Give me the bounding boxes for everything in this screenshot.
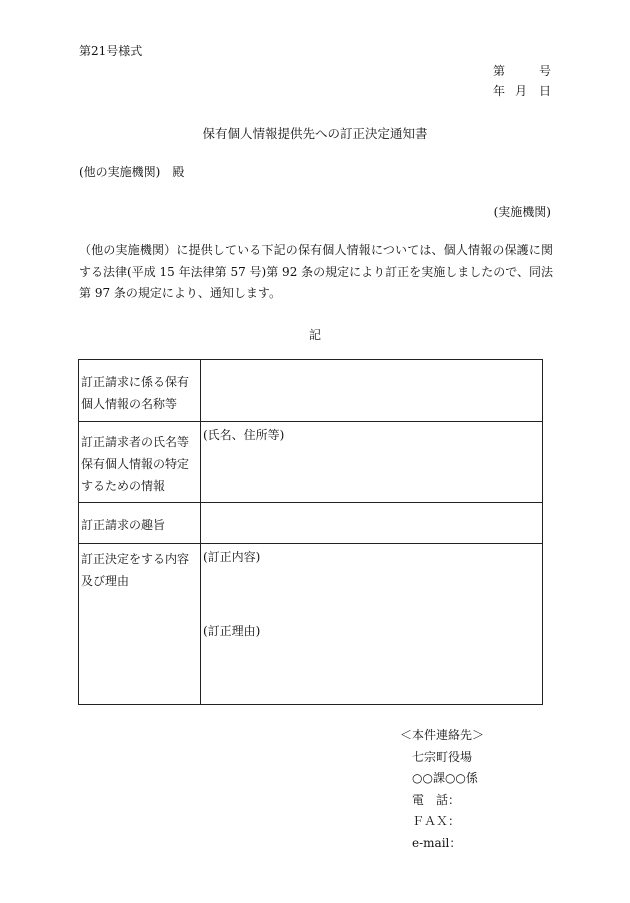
date-year: 年: [493, 84, 506, 98]
doc-no-prefix: 第: [493, 64, 506, 78]
row2-value: (氏名、住所等): [201, 422, 543, 503]
row3-value: [201, 503, 543, 544]
table-row: [79, 422, 543, 503]
table-row: [79, 360, 543, 422]
correction-info-table: [78, 359, 543, 705]
date-day: 日: [538, 84, 551, 98]
doc-no-suffix: 号: [538, 64, 551, 78]
contact-fax: ＦＡＸ：: [412, 814, 461, 828]
row4-value: [201, 544, 543, 705]
row1-value: [201, 360, 543, 422]
date-month: 月: [515, 84, 528, 98]
contact-heading: ＜本件連絡先＞: [400, 728, 485, 742]
table-row: [79, 503, 543, 544]
ki-heading: 記: [308, 328, 321, 342]
contact-section: ○○課○○係: [412, 771, 478, 785]
row1-label: 訂正請求に係る保有個人情報の名称等: [79, 360, 201, 422]
contact-email: e-mail：: [412, 835, 462, 850]
form-number: 第21号様式: [79, 44, 143, 58]
table-row: [79, 544, 543, 705]
row2-label: 訂正請求者の氏名等保有個人情報の特定するための情報: [79, 422, 201, 503]
row3-label: 訂正請求の趣旨: [79, 503, 201, 544]
contact-info: [400, 725, 484, 854]
correction-reason-label: (訂正理由): [203, 624, 261, 638]
sender: (実施機関): [493, 205, 551, 219]
correction-content-label: (訂正内容): [203, 550, 261, 564]
contact-office: 七宗町役場: [412, 749, 473, 764]
body-paragraph: （他の実施機関）に提供している下記の保有個人情報については、個人情報の保護に関する法律(平成 15 年法律第 57 号)第 92 条の規定により訂正を実施しましたので、同法第 97 条の規定により、通知します。: [79, 243, 553, 300]
row4-label: 訂正決定をする内容及び理由: [79, 544, 201, 705]
contact-phone: 電 話：: [412, 792, 461, 807]
addressee: (他の実施機関) 殿: [79, 165, 185, 179]
document-title: 保有個人情報提供先への訂正決定通知書: [202, 126, 428, 141]
